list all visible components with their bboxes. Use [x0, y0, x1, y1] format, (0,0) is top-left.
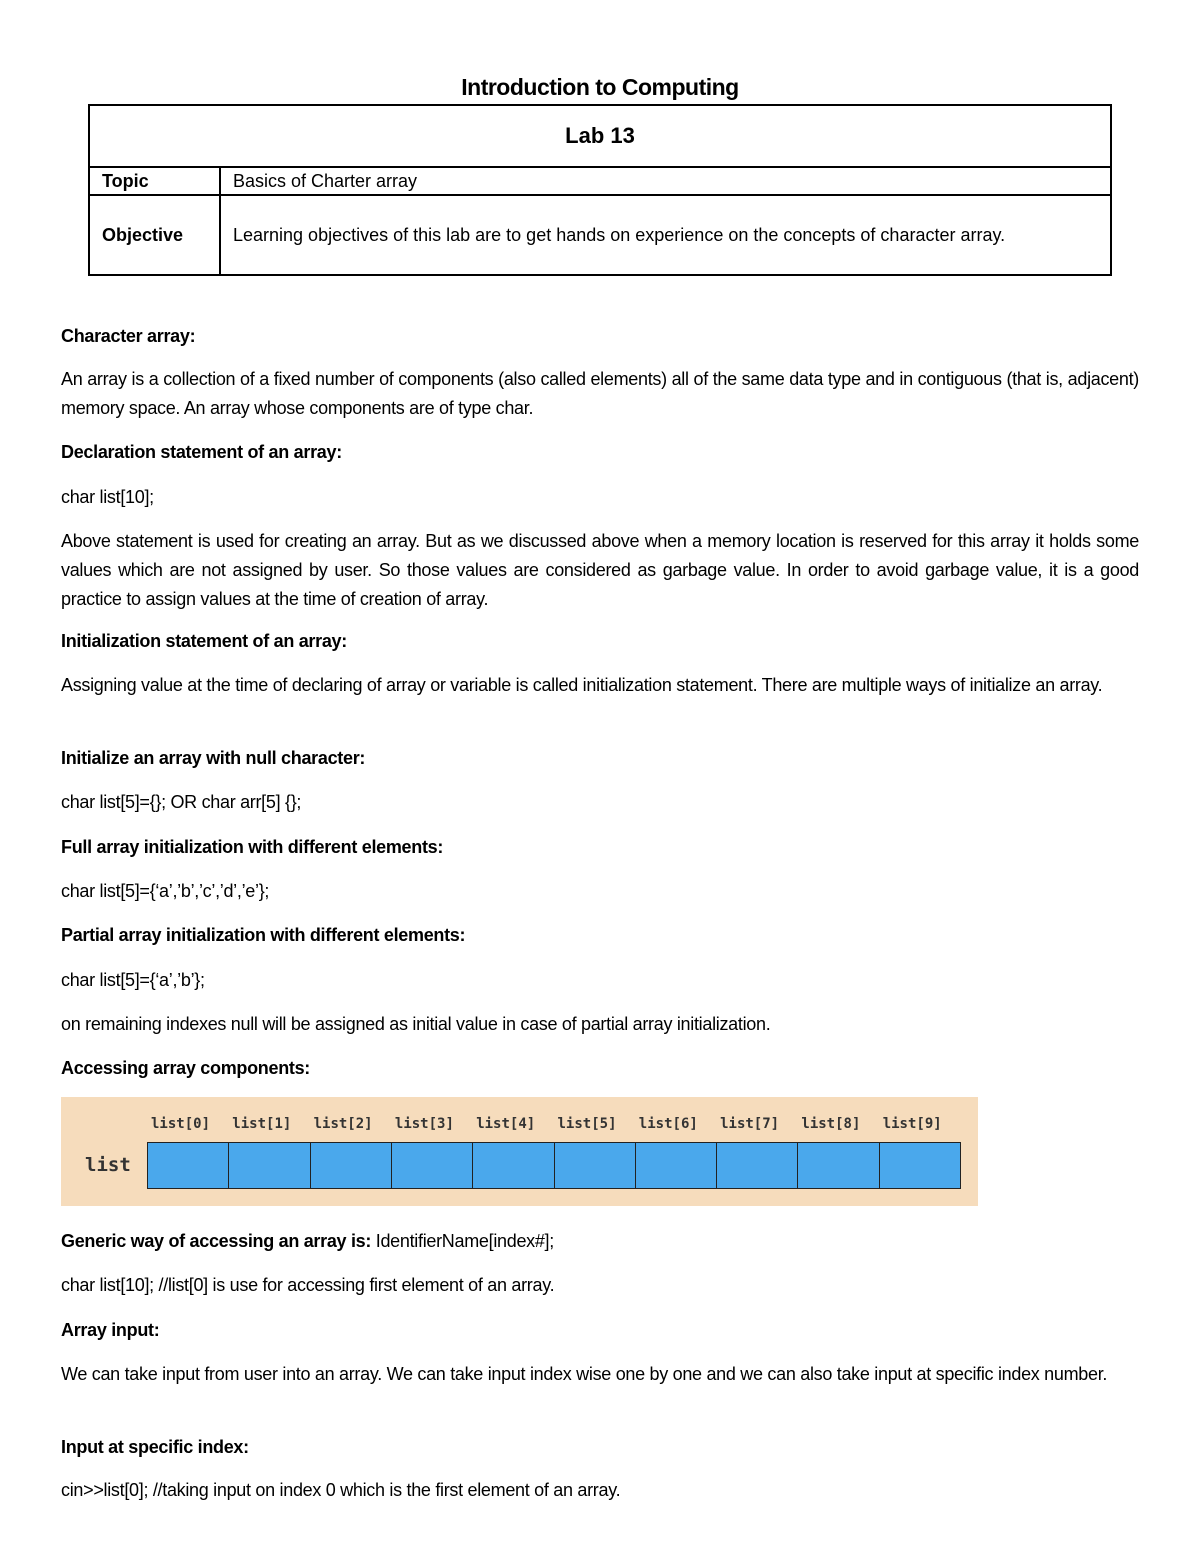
- generic-access-label: Generic way of accessing an array is:: [61, 1231, 372, 1251]
- array-index-label: list[5]: [557, 1116, 617, 1132]
- section-heading: Initialize an array with null character:: [61, 748, 366, 768]
- generic-access-code: IdentifierName[index#];: [371, 1231, 554, 1251]
- access-example: char list[10]; //list[0] is use for accessing first element of an array.: [61, 1275, 555, 1295]
- array-cell: [472, 1142, 555, 1189]
- array-index-label: list[8]: [801, 1116, 861, 1132]
- array-cell: [879, 1142, 962, 1189]
- array-cell: [147, 1142, 230, 1189]
- array-diagram: [61, 1097, 978, 1206]
- section-heading: Partial array initialization with different elements:: [61, 925, 466, 945]
- array-index-label: list[0]: [151, 1116, 211, 1132]
- array-input-heading: Array input:: [61, 1320, 160, 1340]
- section-paragraph: char list[5]={}; OR char arr[5] {};: [61, 792, 302, 812]
- array-index-label: list[3]: [394, 1116, 454, 1132]
- objective-value: Learning objectives of this lab are to get hands on experience on the concepts of character array.: [220, 195, 1111, 275]
- generic-access-line: [61, 1227, 1139, 1256]
- array-cell: [716, 1142, 799, 1189]
- section-paragraph: An array is a collection of a fixed number of components (also called elements) all of the same data type and in contiguous (that is, adjacent) memory space. An array whose components are of type char.: [61, 369, 1139, 418]
- topic-value: Basics of Charter array: [220, 167, 1111, 195]
- array-index-label: list[6]: [638, 1116, 698, 1132]
- section-heading: Character array:: [61, 326, 196, 346]
- section-paragraph: char list[5]={‘a’,’b’};: [61, 970, 205, 990]
- array-cell: [391, 1142, 474, 1189]
- array-index-label: list[2]: [313, 1116, 373, 1132]
- section-heading: Full array initialization with different elements:: [61, 837, 444, 857]
- array-cell: [310, 1142, 393, 1189]
- array-input-paragraph: We can take input from user into an array. We can take input index wise one by one and we can also take input at specific index number.: [61, 1364, 1108, 1384]
- course-title: Introduction to Computing: [461, 74, 739, 100]
- section-heading: Initialization statement of an array:: [61, 631, 347, 651]
- array-name-label: list: [85, 1154, 131, 1176]
- section-paragraph: on remaining indexes null will be assigned as initial value in case of partial array initialization.: [61, 1014, 771, 1034]
- array-cell: [228, 1142, 311, 1189]
- array-index-label: list[1]: [232, 1116, 292, 1132]
- array-index-label: list[4]: [476, 1116, 536, 1132]
- objective-label: Objective: [89, 195, 220, 275]
- specific-index-code: cin>>list[0]; //taking input on index 0 which is the first element of an array.: [61, 1480, 621, 1500]
- topic-label: Topic: [89, 167, 220, 195]
- section-heading: Accessing array components:: [61, 1058, 310, 1078]
- array-index-label: list[7]: [720, 1116, 780, 1132]
- specific-index-heading: Input at specific index:: [61, 1437, 249, 1457]
- array-cell: [797, 1142, 880, 1189]
- section-paragraph: Assigning value at the time of declaring of array or variable is called initialization statement. There are multiple ways of initialize an array.: [61, 675, 1103, 695]
- array-cell: [554, 1142, 637, 1189]
- array-index-label: list[9]: [882, 1116, 942, 1132]
- array-cell: [635, 1142, 718, 1189]
- section-paragraph: char list[10];: [61, 487, 154, 507]
- lab-number: Lab 13: [89, 105, 1111, 167]
- section-heading: Declaration statement of an array:: [61, 442, 342, 462]
- lab-info-table: [88, 104, 1112, 276]
- section-paragraph: char list[5]={‘a’,’b’,’c’,’d’,’e’};: [61, 881, 270, 901]
- section-paragraph: Above statement is used for creating an array. But as we discussed above when a memory location is reserved for this array it holds some values which are not assigned by user. So those values are considered as garbage value. In order to avoid garbage value, it is a good practice to assign values at the time of creation of array.: [61, 531, 1139, 609]
